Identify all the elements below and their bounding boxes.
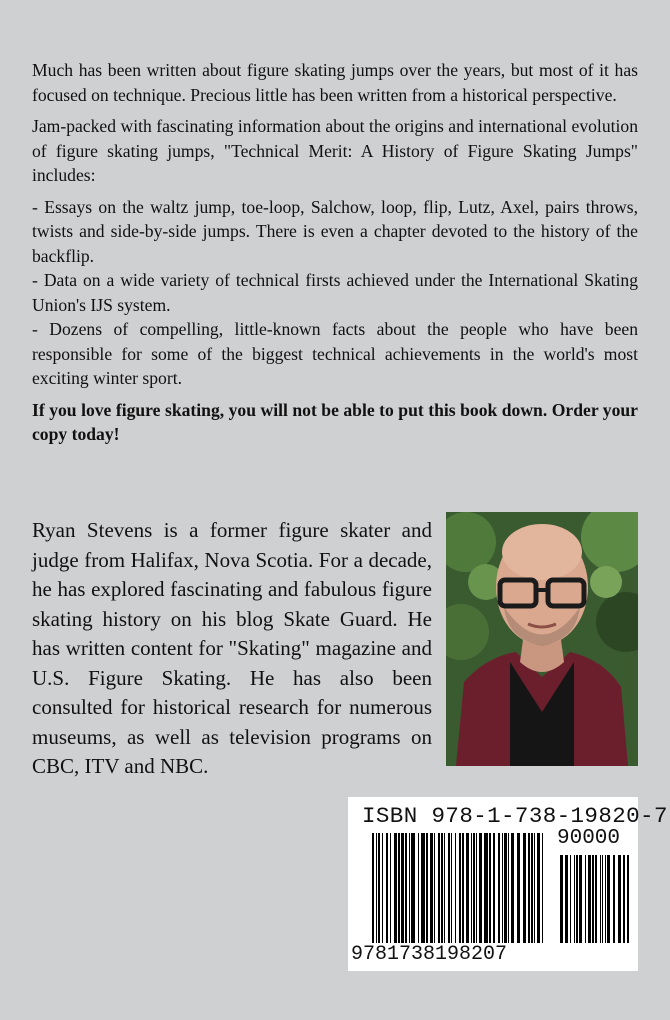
barcode-bar	[534, 833, 535, 943]
blurb-description: Jam-packed with fascinating information about the origins and international evolution of figure skating jumps, "Technical Merit: A History of Figure Skating Jumps" includes:	[32, 116, 638, 185]
barcode-bar	[508, 833, 509, 943]
barcode-bar	[466, 833, 469, 943]
barcode-bar	[502, 833, 503, 943]
barcode-bar	[473, 833, 475, 943]
barcode-bar	[438, 833, 440, 943]
barcode-bar	[618, 855, 621, 943]
barcode-bar	[570, 855, 571, 943]
barcode-bar	[451, 833, 452, 943]
barcode-bar	[517, 833, 520, 943]
barcode-bar	[394, 833, 397, 943]
barcode-bar	[418, 833, 419, 943]
barcode-bar	[560, 855, 563, 943]
barcode-bar	[444, 833, 445, 943]
barcode-bar	[489, 833, 491, 943]
barcode-bar	[613, 855, 615, 943]
barcode-bar	[459, 833, 461, 943]
barcode-bar	[455, 833, 456, 943]
barcode-bar	[585, 855, 586, 943]
barcode-bar	[462, 833, 464, 943]
barcode-bar	[471, 833, 472, 943]
barcode-bar	[623, 855, 625, 943]
price-code: 90000	[557, 827, 621, 850]
barcode-bar	[574, 855, 575, 943]
blurb-bullet-list	[32, 195, 638, 391]
blurb-intro: Much has been written about figure skating jumps over the years, but most of it has focused on technique. Precious little has been written from a historical perspective.	[32, 60, 638, 105]
barcode-bar	[434, 833, 435, 943]
ean-digits: 9781738198207	[351, 943, 508, 966]
barcode-bar	[600, 855, 601, 943]
blurb-bullet: - Dozens of compelling, little-known facts about the people who have been responsible for some of the biggest technical achievements in the world's most exciting winter sport.	[32, 319, 638, 388]
author-photo	[446, 512, 638, 766]
barcode-bar	[595, 855, 597, 943]
barcode-bar	[531, 833, 533, 943]
author-portrait-illustration	[446, 512, 638, 766]
barcode-bar	[607, 855, 610, 943]
barcode-bar	[430, 833, 433, 943]
barcode-bar	[378, 833, 380, 943]
barcode-bar	[523, 833, 526, 943]
barcode-bar	[592, 855, 594, 943]
barcode-bar	[386, 833, 388, 943]
barcode-bar	[411, 833, 415, 943]
barcode-bar	[401, 833, 404, 943]
blurb-bullet: - Essays on the waltz jump, toe-loop, Salchow, loop, flip, Lutz, Axel, pairs throws, twists and side-by-side jumps. There is even a chapter devoted to the history of the backflip.	[32, 196, 638, 266]
barcode-bar	[565, 855, 568, 943]
blurb-bullet: - Data on a wide variety of technical firsts achieved under the International Skating Union's IJS system.	[32, 270, 638, 315]
barcode-bar	[426, 833, 428, 943]
barcode-bar	[576, 855, 578, 943]
barcode-bar	[398, 833, 400, 943]
barcode-bar	[409, 833, 410, 943]
barcode-bar	[627, 855, 629, 943]
barcode-bar	[382, 833, 383, 943]
barcode-bar	[448, 833, 450, 943]
barcode-bar	[504, 833, 507, 943]
barcode-bar	[605, 855, 606, 943]
barcode-bar	[537, 833, 540, 943]
isbn-label: ISBN 978-1-738-19820-7	[362, 803, 668, 829]
barcode-bar	[441, 833, 443, 943]
call-to-action: If you love figure skating, you will not be able to put this book down. Order your copy today!	[32, 399, 638, 444]
barcode-bar	[376, 833, 377, 943]
barcode-bar	[372, 833, 374, 943]
barcode-bar	[511, 833, 514, 943]
back-cover-blurb	[32, 58, 638, 454]
barcode-bar	[528, 833, 530, 943]
barcode-bar	[542, 833, 543, 943]
barcode-bar	[484, 833, 488, 943]
barcode-bar	[579, 855, 582, 943]
barcode-bar	[588, 855, 591, 943]
barcode-bar	[493, 833, 495, 943]
barcode-bar	[476, 833, 477, 943]
barcode-bar	[479, 833, 482, 943]
isbn-barcode	[348, 797, 668, 971]
barcode-bar	[405, 833, 407, 943]
barcode-bar	[602, 855, 603, 943]
barcode-bar	[390, 833, 391, 943]
author-bio: Ryan Stevens is a former figure skater and judge from Halifax, Nova Scotia. For a decade, he has explored fascinating and fabulous figure skating history on his blog Skate Guard. He has written content for "Skating" magazine and U.S. Figure Skating. He has also been consulted for historical research for numerous museums, as well as television programs on CBC, ITV and NBC.	[32, 518, 432, 778]
barcode-bar	[421, 833, 425, 943]
barcode-bar	[498, 833, 500, 943]
